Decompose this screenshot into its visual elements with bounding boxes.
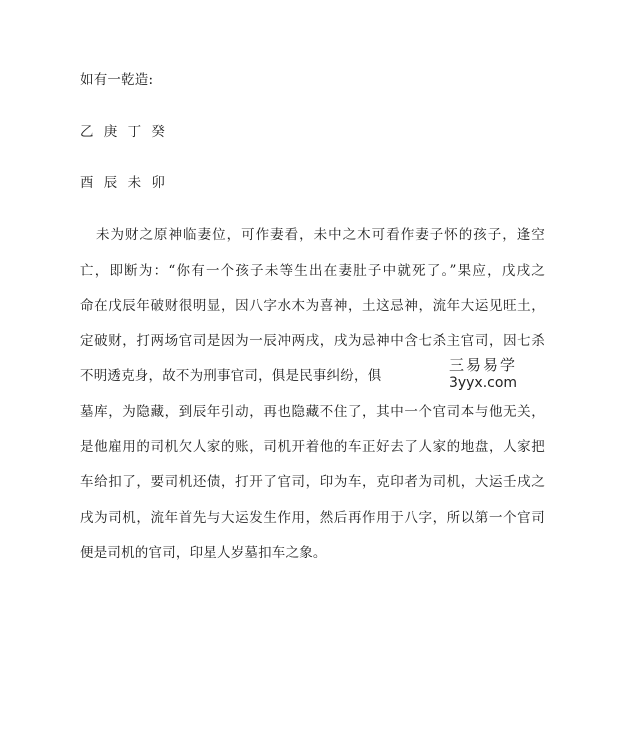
paragraph-line: 未为财之原神临妻位，可作妻看，未中之木可看作妻子怀的孩子，逢空: [96, 227, 545, 243]
paragraph-line: 墓库，为隐藏，到辰年引动，再也隐藏不住了，其中一个官司本与他无关，: [80, 404, 545, 420]
paragraph-line: 戌为司机，流年首先与大运发生作用，然后再作用于八字，所以第一个官司: [80, 510, 545, 526]
intro-line: 如有一乾造:: [80, 72, 154, 88]
paragraph-line: 不明透克身，故不为刑事官司，俱是民事纠纷，俱: [80, 368, 382, 384]
earthly-branches-line: 酉 辰 未 卯: [80, 175, 168, 191]
heavenly-stems-line: 乙 庚 丁 癸: [80, 124, 168, 140]
paragraph-line: 亡，即断为：“你有一个孩子未等生出在妻肚子中就死了。”果应，戊戌之: [80, 263, 545, 279]
paragraph-line: 车给扣了，要司机还债，打开了官司，印为车，克印者为司机，大运壬戌之: [80, 474, 545, 490]
watermark-url: 3yyx.com: [448, 375, 518, 391]
paragraph-line: 便是司机的官司，印星人岁墓扣车之象。: [80, 545, 327, 561]
paragraph-line: 是他雇用的司机欠人家的账，司机开着他的车正好去了人家的地盘，人家把: [80, 439, 545, 455]
watermark-name: 三易易学: [448, 356, 517, 374]
paragraph-line: 定破财，打两场官司是因为一辰冲两戌，戌为忌神中含七杀主官司，因七杀: [80, 333, 545, 349]
watermark: [428, 356, 538, 396]
paragraph-line: 命在戊辰年破财很明显，因八字水木为喜神，土这忌神，流年大运见旺土，: [80, 298, 545, 314]
